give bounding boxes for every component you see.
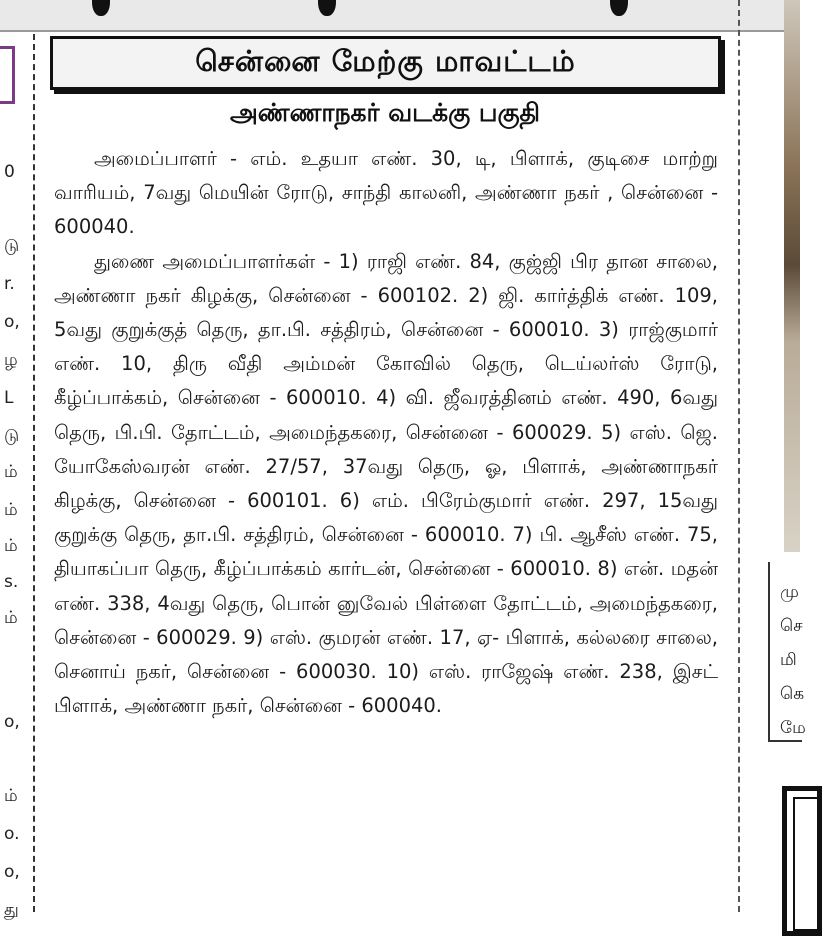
- left-fragment: ம்: [4, 500, 18, 520]
- left-fragment: o,: [4, 862, 20, 882]
- article-main: [42, 30, 728, 912]
- left-fragment: ம்: [4, 536, 18, 556]
- left-fragment: o,: [4, 712, 20, 732]
- lower-frame-inner: [793, 797, 821, 931]
- left-fragment: s.: [4, 572, 19, 592]
- left-column-box: [0, 46, 15, 104]
- left-fragment: r.: [4, 274, 15, 294]
- top-banner-strip: [0, 0, 800, 32]
- left-fragment: து: [4, 900, 19, 920]
- left-fragment: ழ: [4, 350, 18, 370]
- left-fragment: டு: [4, 236, 20, 256]
- column-divider-left: [33, 34, 35, 912]
- left-column-cropped: [0, 38, 30, 920]
- article-body: [54, 142, 718, 723]
- left-fragment: L: [4, 388, 14, 408]
- headline-glyph-fragment: [318, 0, 336, 16]
- article-title-box: [50, 36, 721, 90]
- left-fragment: ம்: [4, 786, 18, 806]
- paragraph-deputy-organizers: துணை அமைப்பாளர்கள் - 1) ராஜி எண். 84, குஜ்ஜி பிர தான சாலை, அண்ணா நகர் கிழக்கு, சென்னை - 600102. 2) ஜி. கார்த்திக் எண். 109, 5வது குறுக்குத் தெரு, தா.பி. சத்திரம், சென்னை - 600010. 3) ராஜ்குமார் எண். 10, திரு வீதி அம்மன் கோவில் தெரு, டெய்லர்ஸ் ரோடு, கீழ்ப்பாக்கம், சென்னை - 600010. 4) வி. ஜீவரத்தினம் எண். 490, 6வது தெரு, பி.பி. தோட்டம், அமைந்தகரை, சென்னை - 600029. 5) எஸ். ஜெ. யோகேஸ்வரன் எண். 27/57, 37வது தெரு, ஓ, பிளாக், அண்ணாநகர் கிழக்கு, சென்னை - 600101. 6) எம். பிரேம்குமார் எண். 297, 15வது குறுக்கு தெரு, தா.பி. சத்திரம், சென்னை - 600010. 7) பி. ஆசீஸ் எண். 75, தியாகப்பா தெரு, கீழ்ப்பாக்கம் கார்டன், சென்னை - 600010. 8) என். மதன் எண். 338, 4வது தெரு, பொன் னுவேல் பிள்ளை தோட்டம், அமைந்தகரை, சென்னை - 600029. 9) எஸ். குமரன் எண். 17, ஏ- பிளாக், கல்லரை சாலை, செனாய் நகர், சென்னை - 600030. 10) எஸ். ராஜேஷ் எண். 238, இசட் பிளாக், அண்ணா நகர், சென்னை - 600040.: [54, 249, 718, 718]
- lower-frame-box: [782, 786, 822, 936]
- left-fragment: o,: [4, 312, 20, 332]
- article-title: சென்னை மேற்கு மாவட்டம்: [195, 44, 576, 78]
- caption-fragment: கெ: [780, 684, 805, 704]
- column-divider-right: [738, 0, 740, 912]
- left-fragment: ம்: [4, 462, 18, 482]
- right-column-cropped: [768, 0, 806, 912]
- headline-glyph-fragment: [92, 0, 110, 16]
- headline-glyph-fragment: [610, 0, 628, 16]
- article-subtitle: அண்ணாநகர் வடக்கு பகுதி: [229, 98, 540, 127]
- caption-fragment: மி: [780, 650, 797, 670]
- caption-fragment: மு: [780, 582, 799, 602]
- left-fragment: o.: [4, 824, 20, 844]
- left-fragment: டு: [4, 426, 20, 446]
- photo-fragment: [784, 0, 800, 552]
- caption-fragment: செ: [780, 616, 803, 636]
- left-fragment: ம்: [4, 608, 18, 628]
- paragraph-organizer: அமைப்பாளர் - எம். உதயா எண். 30, டி, பிளாக், குடிசை மாற்று வாரியம், 7வது மெயின் ரோடு, சாந்தி காலனி, அண்ணா நகர் , சென்னை - 600040.: [54, 147, 718, 239]
- left-fragment: 0: [4, 162, 15, 182]
- photo-caption-box: [768, 562, 806, 742]
- caption-fragment: மே: [780, 718, 806, 738]
